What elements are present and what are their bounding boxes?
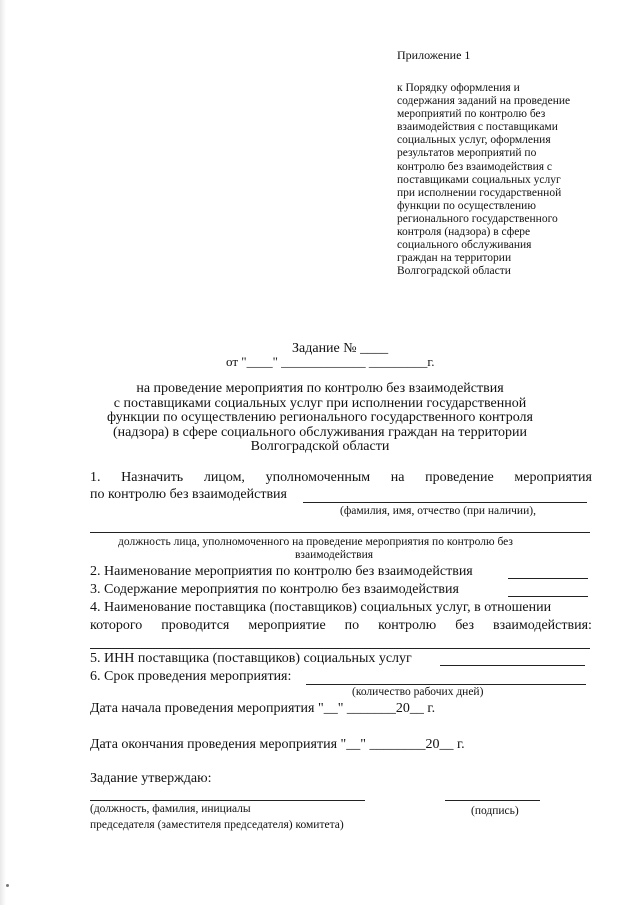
item3-fill-line (508, 596, 588, 597)
item6-fill-line (306, 684, 586, 685)
heading-line: с поставщиками социальных услуг при исполнении государственной (113, 395, 527, 411)
item2-fill-line (508, 578, 588, 579)
item3-label: 3. Содержание мероприятия по контролю без взаимодействия (90, 582, 459, 597)
word: проводится (161, 618, 230, 633)
appendix-line: функции по осуществлению (397, 199, 536, 212)
appendix-line: содержания заданий на проведение (397, 95, 571, 108)
appendix-title: Приложение 1 (397, 48, 471, 62)
appendix-line: граждан на территории (397, 252, 512, 265)
hint-position-2: взаимодействия (295, 549, 374, 561)
appendix-line: социального обслуживания (397, 239, 532, 252)
item4-fill-line (90, 648, 590, 649)
item2-label: 2. Наименование мероприятия по контролю без взаимодействия (90, 564, 473, 579)
word: Назначить (121, 470, 184, 485)
inspector-fill-line (303, 502, 587, 503)
appendix-line: регионального государственного (397, 212, 558, 225)
heading-line: на проведение мероприятия по контролю без взаимодействия (136, 381, 504, 396)
scan-speck (6, 884, 9, 887)
item4-line1: 4. Наименование поставщика (поставщиков) социальных услуг, в отношении (90, 600, 552, 615)
appendix-description (397, 82, 602, 278)
appendix-line: взаимодействия с поставщиками (397, 121, 558, 134)
appendix-line: социальных услуг, оформления (397, 134, 551, 147)
item1-line1 (90, 470, 592, 486)
word: лицом, (203, 470, 245, 485)
item6-label: 6. Срок проведения мероприятия: (90, 669, 292, 684)
end-date-line: Дата окончания проведения мероприятия "__" ________20__ г. (90, 737, 465, 752)
inspector-position-fill-line (90, 532, 590, 533)
task-date-line: от "____" _____________ _________г. (226, 354, 435, 369)
appendix-line: результатов мероприятий по (397, 147, 537, 160)
approver-fill-line (90, 800, 365, 801)
task-number-title: Задание № ____ (292, 341, 389, 356)
word: уполномоченным (265, 470, 371, 485)
scan-edge (0, 0, 6, 905)
appendix-line: контролю без взаимодействия с (397, 160, 553, 173)
appendix-line: Волгоградской области (397, 265, 511, 278)
hint-signature: (подпись) (471, 805, 519, 817)
start-date-line: Дата начала проведения мероприятия "__" _______20__ г. (90, 701, 436, 716)
word: контролю (378, 618, 437, 633)
word: 1. (90, 470, 101, 485)
document-heading (95, 382, 545, 455)
hint-approver-2: председателя (заместителя председателя) комитета) (90, 819, 344, 831)
hint-days: (количество рабочих дней) (352, 686, 484, 698)
appendix-line: мероприятий по контролю без (397, 108, 546, 121)
word: мероприятия (514, 470, 592, 485)
word: на (390, 470, 405, 485)
item1-line2: по контролю без взаимодействия (90, 487, 287, 502)
item5-label: 5. ИНН поставщика (поставщиков) социальных услуг (90, 651, 412, 666)
appendix-line: контроля (надзора) в сфере (397, 226, 531, 239)
word: по (344, 618, 360, 633)
signature-fill-line (445, 800, 540, 801)
appendix-line: поставщиками социальных услуг (397, 173, 561, 186)
word: без (455, 618, 475, 633)
appendix-line: при исполнении государственной (397, 186, 562, 199)
word: проведение (425, 470, 494, 485)
heading-line: Волгоградской области (250, 439, 390, 454)
hint-position-1: должность лица, уполномоченного на проведение мероприятия по контролю без (118, 536, 513, 548)
item5-fill-line (440, 665, 585, 666)
heading-line: (надзора) в сфере социального обслуживания граждан на территории (112, 424, 528, 440)
hint-approver-1: (должность, фамилия, инициалы (90, 803, 251, 815)
word: взаимодействия: (493, 618, 592, 633)
word: мероприятие (248, 618, 326, 633)
hint-fio: (фамилия, имя, отчество (при наличии), (340, 505, 536, 517)
item4-line2 (90, 618, 592, 634)
appendix-line: к Порядку оформления и (397, 82, 520, 94)
word: которого (90, 618, 143, 633)
approval-label: Задание утверждаю: (90, 771, 212, 786)
heading-line: функции по осуществлению регионального государственного контроля (107, 410, 533, 425)
